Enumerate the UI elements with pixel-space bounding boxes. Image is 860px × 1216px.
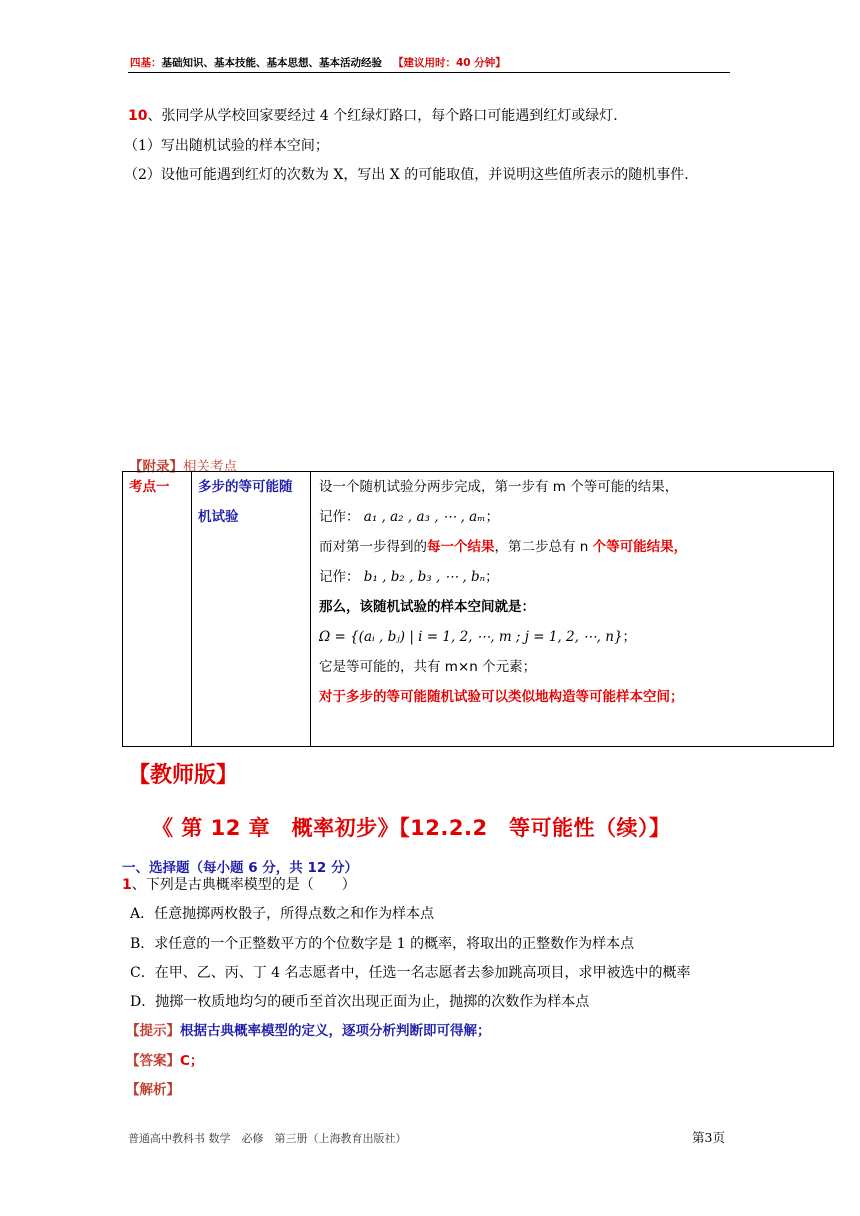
question-1-stem: 1、下列是古典概率模型的是（ ） — [122, 877, 356, 893]
analysis-label: 【解析】 — [126, 1082, 180, 1098]
lesson-title: 《 第 12 章 概率初步》【12.2.2 等可能性（续）】 — [152, 816, 671, 840]
hint: 【提示】根据古典概率模型的定义，逐项分析判断即可得解； — [126, 1023, 491, 1039]
option-b: B．求任意的一个正整数平方的个位数字是 1 的概率，将取出的正整数作为样本点 — [130, 936, 635, 952]
header-prefix: 四基： — [130, 57, 162, 69]
knowledge-point-table — [122, 471, 834, 747]
header-divider — [128, 72, 730, 73]
kp-line-1: 设一个随机试验分两步完成，第一步有 m 个等可能的结果， — [319, 479, 679, 495]
kp-line-3: 而对第一步得到的每一个结果，第二步总有 n 个等可能结果， — [319, 539, 688, 555]
kp-line-4: 记作： b₁ , b₂ , b₃ , ⋯ , bₙ； — [319, 569, 499, 585]
kp-label-cell — [123, 472, 192, 747]
kp-line-5: 那么，该随机试验的样本空间就是： — [319, 599, 535, 615]
page-number: 第3页 — [692, 1130, 725, 1145]
option-c: C．在甲、乙、丙、丁 4 名志愿者中，任选一名志愿者去参加跳高项目，求甲被选中的概率 — [130, 965, 691, 981]
header-text: 基础知识、基本技能、基本思想、基本活动经验 — [161, 57, 382, 69]
kp-topic-cell — [192, 472, 311, 747]
table-row — [123, 472, 834, 747]
header-time: 【建议用时：40 分钟】 — [392, 57, 506, 69]
question-10-stem: 10、张同学从学校回家要经过 4 个红绿灯路口，每个路口可能遇到红灯或绿灯. — [128, 108, 618, 124]
answer: 【答案】C； — [126, 1053, 204, 1069]
option-d: D．抛掷一枚质地均匀的硬币至首次出现正面为止，抛掷的次数作为样本点 — [130, 994, 590, 1010]
teacher-version-label: 【教师版】 — [128, 763, 239, 788]
question-1-number: 1 — [122, 877, 132, 893]
appendix-title: 相关考点 — [183, 459, 237, 475]
question-10-number: 10 — [128, 108, 148, 124]
footer-book-title: 普通高中教科书 数学 必修 第三册（上海教育出版社） — [128, 1132, 407, 1145]
question-10-sub2: （2）设他可能遇到红灯的次数为 X，写出 X 的可能取值，并说明这些值所表示的随机事件. — [124, 167, 689, 183]
question-10-sub1: （1）写出随机试验的样本空间； — [124, 138, 329, 154]
section-heading: 一、选择题（每小题 6 分，共 12 分） — [122, 860, 358, 876]
kp-line-7: 它是等可能的，共有 m×n 个元素； — [319, 659, 537, 675]
appendix-bracket: 【附录】 — [129, 459, 183, 475]
option-a: A．任意抛掷两枚骰子，所得点数之和作为样本点 — [130, 906, 435, 922]
kp-line-2: 记作： a₁ , a₂ , a₃ , ⋯ , aₘ； — [319, 509, 500, 525]
kp-line-8: 对于多步的等可能随机试验可以类似地构造等可能样本空间； — [319, 689, 684, 705]
kp-line-6: Ω = {(aᵢ , bⱼ) | i = 1, 2, ⋯, m ; j = 1, 2, ⋯, n}； — [319, 629, 637, 645]
page-header — [130, 55, 506, 70]
kp-topic: 多步的等可能随 机试验 — [198, 479, 293, 525]
kp-content-cell — [311, 472, 834, 747]
kp-label: 考点一 — [129, 479, 170, 495]
